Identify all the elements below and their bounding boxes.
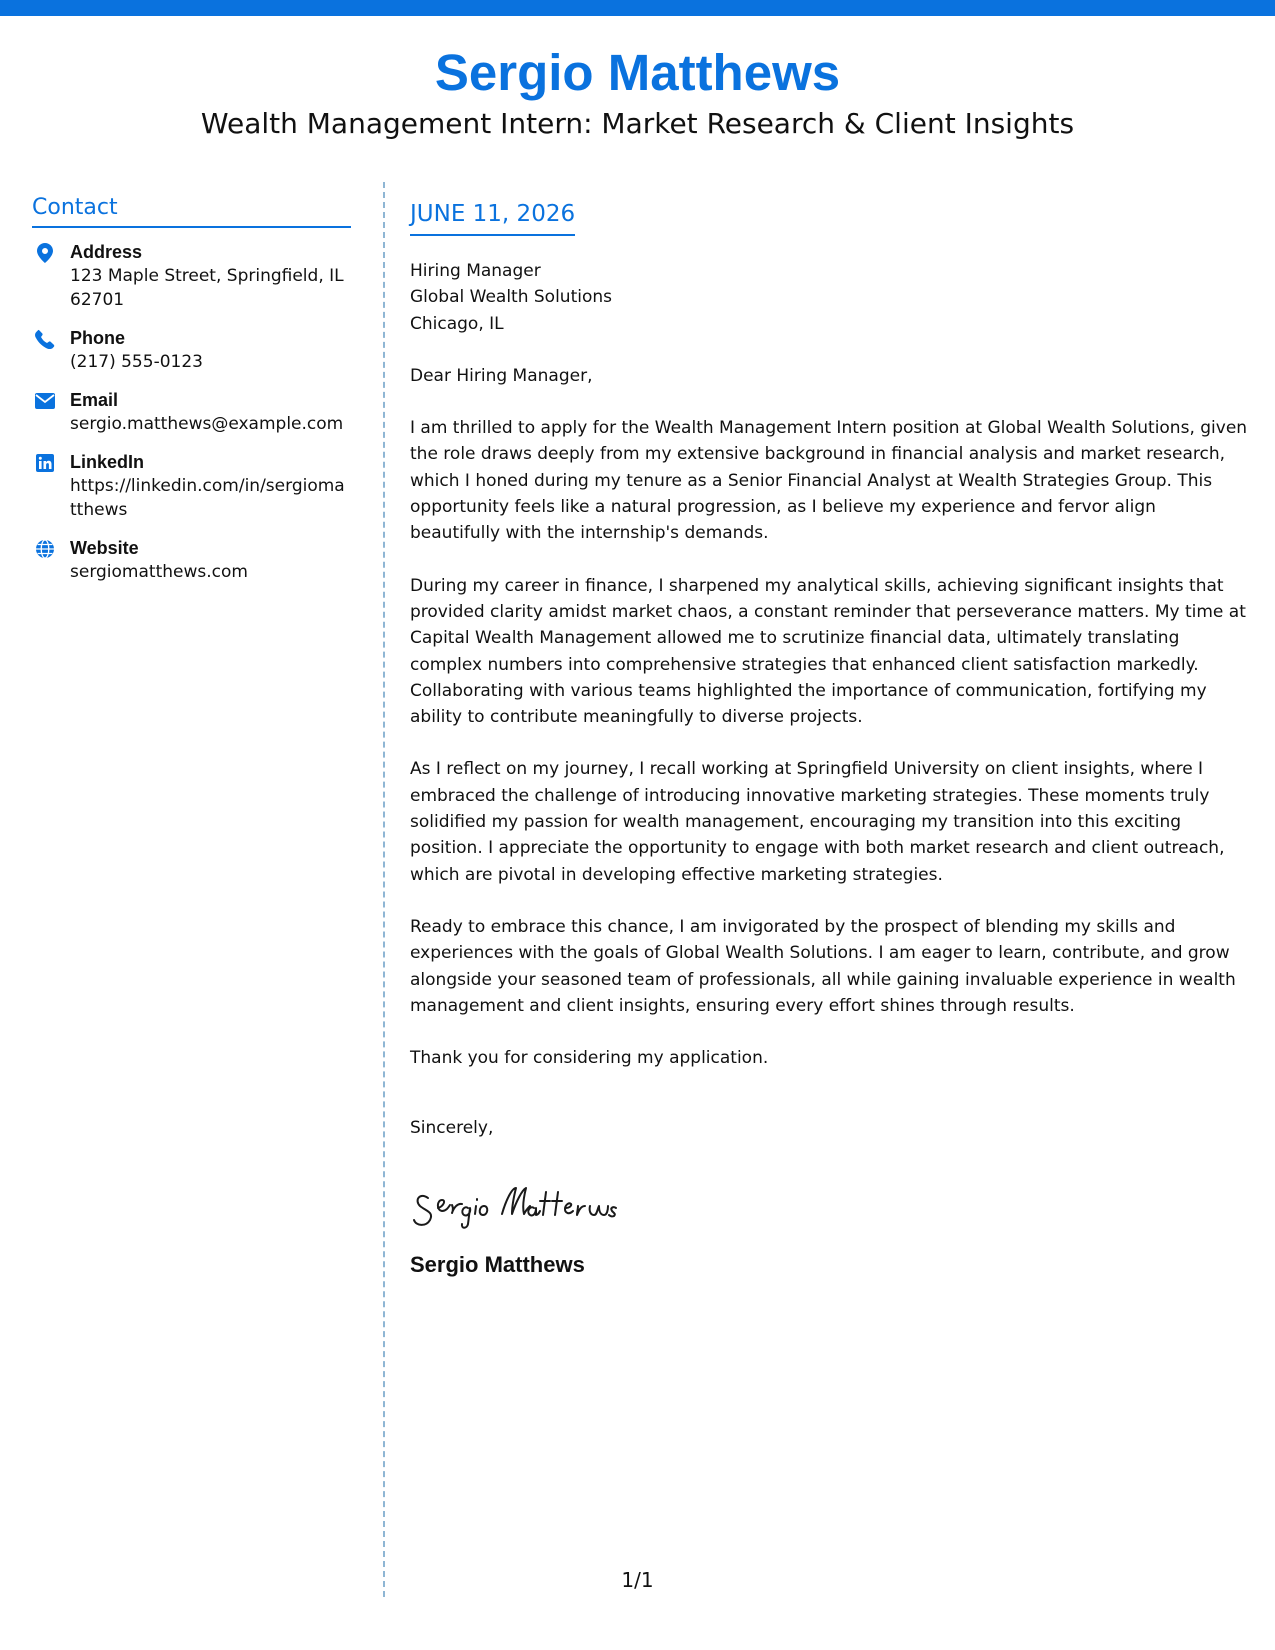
globe-icon bbox=[34, 538, 56, 560]
closing-block bbox=[410, 1115, 1250, 1279]
body-paragraph: As I reflect on my journey, I recall working at Springfield University on client insights, where I embraced the challenge of introducing innovative marketing strategies. These moments truly solidified my passion for wealth management, encouraging my transition into this exciting position. I appreciate the opportunity to engage with both market research and client outreach, which are pivotal in developing effective marketing strategies. bbox=[410, 759, 1225, 885]
contact-heading: Contact bbox=[32, 194, 351, 228]
letter-body bbox=[410, 198, 1250, 1280]
header bbox=[0, 40, 1275, 142]
recipient-line: Hiring Manager bbox=[410, 261, 541, 281]
envelope-icon bbox=[34, 390, 56, 412]
recipient-line: Global Wealth Solutions bbox=[410, 287, 612, 308]
recipient-line: Chicago, IL bbox=[410, 313, 504, 334]
contact-email bbox=[32, 388, 351, 436]
linkedin-icon bbox=[34, 452, 56, 474]
contact-website bbox=[32, 536, 351, 584]
handwritten-signature bbox=[410, 1168, 1250, 1232]
page-number: 1/1 bbox=[621, 1568, 654, 1592]
contact-label: Website bbox=[70, 538, 139, 558]
body-paragraph: I am thrilled to apply for the Wealth Management Intern position at Global Wealth Solutions, given the role draws deeply from my extensive background in financial analysis and market research, which I honed during my tenure as a Senior Financial Analyst at Wealth Strategies Group. This opportunity feels like a natural progression, as I believe my experience and fervor align beautifully with the internship's demands. bbox=[410, 418, 1248, 544]
thank-you-line: Thank you for considering my application. bbox=[410, 1048, 769, 1069]
job-title: Wealth Management Intern: Market Research & Client Insights bbox=[200, 107, 1075, 140]
applicant-name: Sergio Matthews bbox=[434, 44, 841, 101]
map-pin-icon bbox=[34, 242, 56, 264]
contact-label: Address bbox=[70, 242, 143, 262]
column-divider bbox=[383, 182, 385, 1597]
signed-name: Sergio Matthews bbox=[410, 1251, 585, 1277]
contact-sidebar bbox=[32, 194, 351, 598]
linkedin-value: https://linkedin.com/in/sergiomatthews bbox=[70, 476, 345, 520]
recipient-block bbox=[410, 258, 1250, 337]
salutation: Dear Hiring Manager, bbox=[410, 365, 593, 386]
phone-value: (217) 555-0123 bbox=[70, 352, 203, 372]
contact-label: LinkedIn bbox=[70, 452, 145, 472]
contact-phone bbox=[32, 326, 351, 374]
top-accent-bar bbox=[0, 0, 1275, 16]
phone-icon bbox=[34, 328, 56, 350]
email-value: sergio.matthews@example.com bbox=[70, 414, 344, 434]
letter-date: JUNE 11, 2026 bbox=[410, 198, 575, 236]
contact-address bbox=[32, 240, 351, 312]
contact-label: Email bbox=[70, 390, 119, 410]
contact-linkedin bbox=[32, 450, 351, 522]
closing: Sincerely, bbox=[410, 1118, 494, 1139]
body-paragraph: During my career in finance, I sharpened my analytical skills, achieving significant insights that provided clarity amidst market chaos, a constant reminder that perseverance matters. My time at Capital Wealth Management allowed me to scrutinize financial data, ultimately translating complex numbers into comprehensive strategies that enhanced client satisfaction markedly. Collaborating with various teams highlighted the importance of communication, fortifying my ability to contribute meaningfully to diverse projects. bbox=[410, 575, 1246, 728]
contact-label: Phone bbox=[70, 328, 126, 348]
website-value: sergiomatthews.com bbox=[70, 562, 248, 582]
address-value: 123 Maple Street, Springfield, IL 62701 bbox=[70, 266, 344, 310]
body-paragraph: Ready to embrace this chance, I am invigorated by the prospect of blending my skills and experiences with the goals of Global Wealth Solutions. I am eager to learn, contribute, and grow alongside your seasoned team of professionals, all while gaining invaluable experience in wealth management and client insights, ensuring every effort shines through results. bbox=[410, 916, 1236, 1016]
